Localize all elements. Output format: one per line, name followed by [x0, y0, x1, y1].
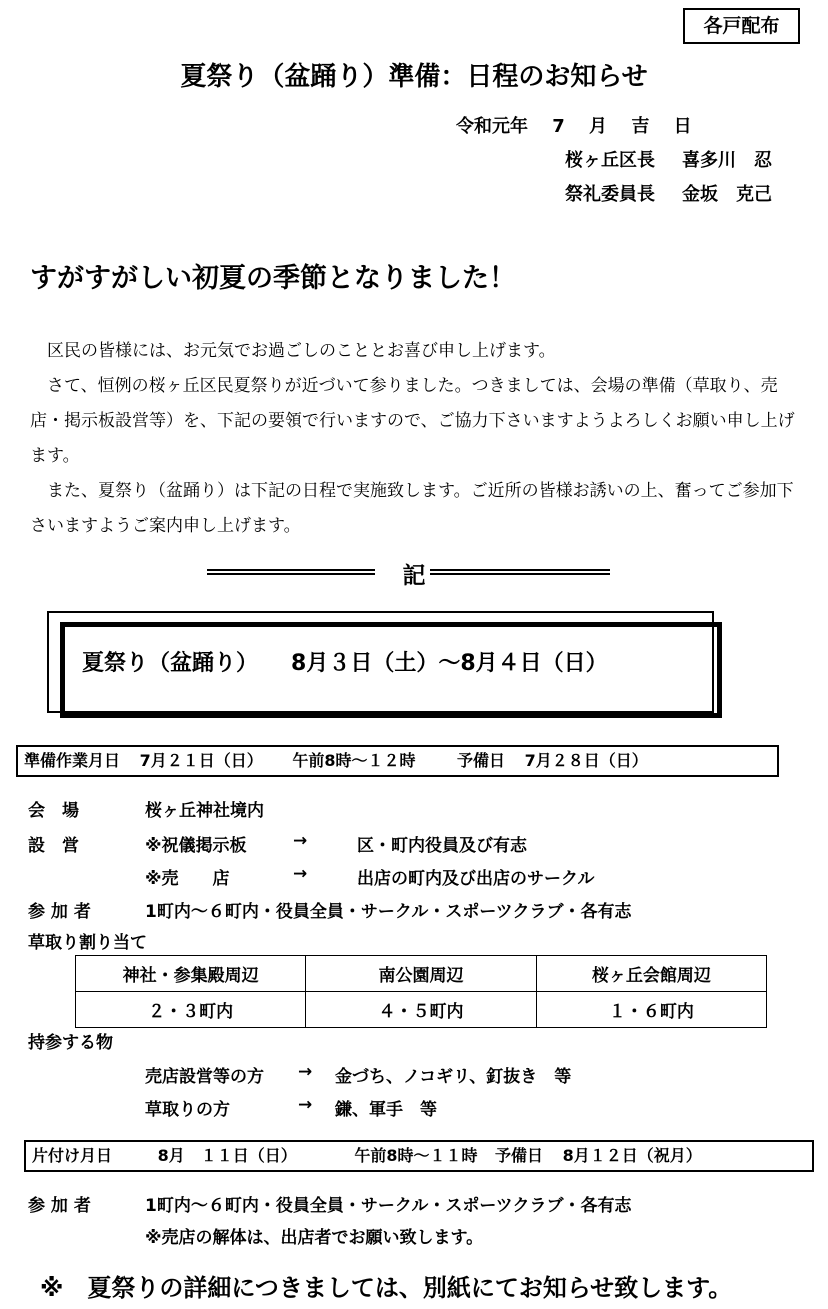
setup-arrow-2: → — [293, 864, 308, 884]
prep-label: 準備作業月日 — [24, 751, 121, 770]
footer-mark: ※ — [40, 1274, 64, 1302]
issue-date: 令和元年 7 月 吉 日 — [456, 116, 692, 137]
participants-value-2: 1町内～６町内・役員全員・サークル・スポーツクラブ・各有志 — [145, 1196, 632, 1216]
signer-2-role: 祭礼委員長 — [565, 184, 655, 205]
bring-what-2: 鎌、軍手 等 — [335, 1100, 437, 1120]
weeding-value-3: １・６町内 — [536, 992, 766, 1028]
setup-who-2: 出店の町内及び出店のサークル — [357, 869, 595, 889]
weeding-header-1: 神社・参集殿周辺 — [76, 956, 306, 992]
venue-value: 桜ヶ丘神社境内 — [145, 801, 264, 821]
document-title: 夏祭り（盆踊り）準備：日程のお知らせ — [180, 62, 648, 92]
main-event-dates: 8月３日（土）～8月４日（日） — [291, 651, 608, 676]
paragraph-1: 区民の皆様には、お元気でお過ごしのこととお喜び申し上げます。 — [47, 341, 556, 361]
weeding-label: 草取り割り当て — [28, 933, 147, 953]
bring-who-1: 売店設営等の方 — [145, 1067, 264, 1087]
venue-label: 会 場 — [28, 801, 79, 821]
cleanup-label: 片付け月日 — [32, 1146, 113, 1165]
participants-label: 参 加 者 — [28, 902, 91, 922]
setup-label: 設 営 — [28, 836, 79, 856]
setup-arrow-1: → — [293, 831, 308, 851]
signer-1-role: 桜ヶ丘区長 — [565, 150, 655, 171]
table-row — [76, 956, 767, 992]
dismantle-note: ※売店の解体は、出店者でお願い致します。 — [145, 1228, 484, 1248]
weeding-value-1: ２・３町内 — [76, 992, 306, 1028]
cleanup-reserve-label: 予備日 — [495, 1146, 544, 1165]
setup-who-1: 区・町内役員及び有志 — [357, 836, 527, 856]
signer-1-name: 喜多川 忍 — [682, 150, 772, 171]
bring-arrow-1: → — [298, 1062, 313, 1082]
weeding-table — [75, 955, 767, 1028]
weeding-header-3: 桜ヶ丘会館周辺 — [536, 956, 766, 992]
cleanup-time: 午前8時～１１時 — [354, 1146, 478, 1165]
cleanup-reserve-date: 8月１２日（祝月） — [562, 1146, 702, 1165]
weeding-value-2: ４・５町内 — [306, 992, 536, 1028]
participants-label-2: 参 加 者 — [28, 1196, 91, 1216]
distribution-badge: 各戸配布 — [683, 8, 800, 44]
paragraph-2: さて、恒例の桜ヶ丘区民夏祭りが近づいて参りました。つきましては、会場の準備（草取り、売店・掲示板設営等）を、下記の要領で行いますので、ご協力下さいますようよろしくお願い申し上げます。 — [30, 376, 795, 466]
ki-rule-right — [430, 569, 610, 575]
prep-reserve-date: 7月２８日（日） — [524, 751, 648, 770]
bring-arrow-2: → — [298, 1095, 313, 1115]
headline: すがすがしい初夏の季節となりました！ — [30, 263, 516, 294]
weeding-header-2: 南公園周辺 — [306, 956, 536, 992]
bring-what-1: 金づち、ノコギリ、釘抜き 等 — [335, 1067, 572, 1087]
setup-item-1: ※祝儀掲示板 — [145, 836, 247, 856]
participants-value: 1町内～６町内・役員全員・サークル・スポーツクラブ・各有志 — [145, 902, 632, 922]
cleanup-date: 8月 １１日（日） — [157, 1146, 297, 1165]
ki-heading: 記 — [402, 563, 426, 589]
prep-date: 7月２１日（日） — [139, 751, 263, 770]
footer-text: 夏祭りの詳細につきましては、別紙にてお知らせ致します。 — [87, 1274, 733, 1302]
footer-note — [40, 1268, 732, 1303]
signer-2-name: 金坂 克己 — [682, 184, 772, 205]
table-row — [76, 992, 767, 1028]
main-event-name: 夏祭り（盆踊り） — [82, 651, 248, 676]
cleanup-schedule-bar — [24, 1140, 814, 1172]
prep-reserve-label: 予備日 — [457, 751, 506, 770]
setup-item-2: ※売 店 — [145, 869, 230, 889]
main-event — [82, 646, 608, 677]
prep-time: 午前8時～１２時 — [292, 751, 416, 770]
prep-schedule-bar — [16, 745, 779, 777]
bring-label: 持参する物 — [28, 1033, 113, 1053]
bring-who-2: 草取りの方 — [145, 1100, 230, 1120]
paragraph-3: また、夏祭り（盆踊り）は下記の日程で実施致します。ご近所の皆様お誘いの上、奮ってご参加下さいますようご案内申し上げます。 — [30, 481, 794, 536]
